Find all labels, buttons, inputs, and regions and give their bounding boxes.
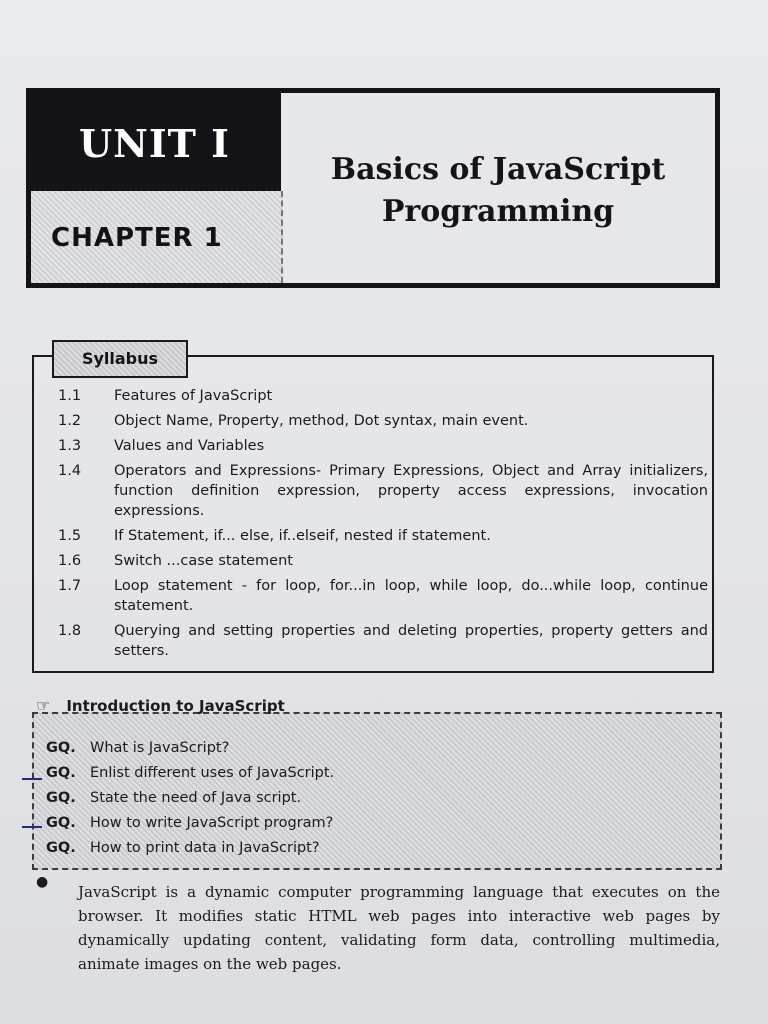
syllabus-item [58, 386, 708, 406]
question-tag: GQ. [46, 790, 76, 806]
unit-title: UNIT I [79, 121, 230, 166]
question-text: Enlist different uses of JavaScript. [90, 765, 335, 781]
intro-paragraph: JavaScript is a dynamic computer programming language that executes on the browser. It modifies static HTML web pages into interactive web pages by dynamically updating content, validating form data, controlling multimedia, animate images on the web pages. [78, 883, 720, 973]
syllabus-item [58, 436, 708, 456]
syllabus-item [58, 621, 708, 661]
chapter-label: CHAPTER 1 [51, 223, 223, 253]
syllabus-item-text: If Statement, if... else, if..elseif, nested if statement. [114, 528, 491, 544]
syllabus-item-text: Operators and Expressions- Primary Expressions, Object and Array initializers, function definition expression, property access expressions, invocation expressions. [114, 463, 708, 519]
syllabus-item [58, 461, 708, 521]
syllabus-item-text: Object Name, Property, method, Dot syntax, main event. [114, 413, 529, 429]
pen-mark [22, 778, 42, 780]
question-text: How to print data in JavaScript? [90, 840, 320, 856]
question-item [46, 836, 334, 861]
question-text: What is JavaScript? [90, 740, 230, 756]
question-list [46, 736, 334, 861]
syllabus-item-text: Values and Variables [114, 438, 265, 454]
question-item [46, 736, 334, 761]
pen-mark [22, 826, 42, 828]
question-tag: GQ. [46, 765, 76, 781]
question-tag: GQ. [46, 840, 76, 856]
syllabus-item [58, 411, 708, 431]
syllabus-item [58, 551, 708, 571]
syllabus-label: Syllabus [52, 340, 188, 378]
syllabus-item [58, 576, 708, 616]
pointing-hand-icon: ☞ [36, 696, 51, 715]
chapter-header [26, 88, 720, 288]
syllabus-item-number: 1.1 [58, 388, 82, 404]
syllabus-list [58, 386, 708, 666]
syllabus-item-text: Features of JavaScript [114, 388, 273, 404]
syllabus-item-number: 1.8 [58, 623, 82, 639]
chapter-box [31, 191, 283, 283]
syllabus-item [58, 526, 708, 546]
chapter-title [293, 149, 703, 233]
syllabus-item-number: 1.6 [58, 553, 82, 569]
chapter-title-line-2: Programming [381, 194, 615, 229]
syllabus-item-number: 1.2 [58, 413, 82, 429]
question-text: State the need of Java script. [90, 790, 302, 806]
section-heading-text: Introduction to JavaScript [66, 696, 285, 715]
syllabus-item-number: 1.7 [58, 578, 82, 594]
question-item [46, 786, 334, 811]
question-text: How to write JavaScript program? [90, 815, 334, 831]
syllabus-item-text: Querying and setting properties and deleting properties, property getters and setters. [114, 623, 708, 659]
unit-box [31, 93, 281, 191]
bullet-icon: ● [36, 874, 49, 890]
section-heading [36, 696, 285, 715]
syllabus-item-text: Loop statement - for loop, for...in loop, while loop, do...while loop, continue statement. [114, 578, 708, 614]
question-item [46, 811, 334, 836]
question-tag: GQ. [46, 740, 76, 756]
question-item [46, 761, 334, 786]
question-tag: GQ. [46, 815, 76, 831]
chapter-title-line-1: Basics of JavaScript [330, 152, 666, 187]
syllabus-item-number: 1.4 [58, 463, 82, 479]
syllabus-item-number: 1.3 [58, 438, 82, 454]
syllabus-item-number: 1.5 [58, 528, 82, 544]
syllabus-item-text: Switch ...case statement [114, 553, 293, 569]
